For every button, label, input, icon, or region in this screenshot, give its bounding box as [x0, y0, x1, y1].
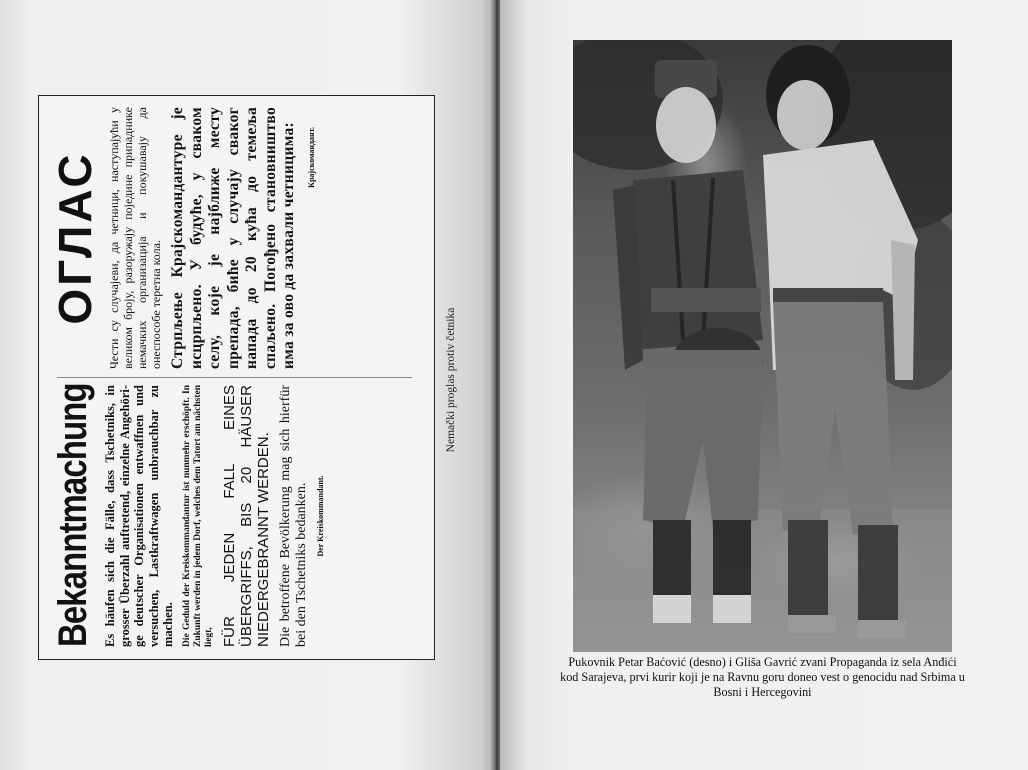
historical-photo	[573, 40, 952, 652]
photo-caption: Pukovnik Petar Baćović (desno) i Gliša Gavrić zvani Propaganda iz sela Anđići kod Sarajeva, prvi kurir koji je na Ravnu goru doneo vest o genocidu nad Srbima u Bosni i Hercegovini	[560, 655, 965, 699]
german-paragraph-1: Es häufen sich die Fälle, dass Tschetniks, in grosser Überzahl auftretend, einzelne Angehörige deutscher Organisationen entwaffnen und versuchen, Lastkraftwagen unbrauchbar zu machen.	[103, 385, 175, 647]
column-divider	[57, 377, 412, 378]
poster-rotated-content	[39, 96, 434, 659]
german-paragraph-2: Die Geduld der Kreiskommandantur ist nunmehr erschöpft. In Zukunft werden in jedem Dorf, welches dem Tatort am nächsten liegt,	[181, 385, 214, 647]
poster-frame	[38, 95, 435, 660]
left-page	[0, 0, 496, 770]
side-caption	[441, 290, 461, 470]
serbian-paragraph-2: Стрпљење Крајскомандантуре је исцрпљено. У будуће, у сваком селу, које је најближе месту препада, биће у случају сваког напада до 20 кућа до темеља спаљено. Погођено становништво има за ово да захвали четницима:	[169, 107, 297, 369]
serbian-title: ОГЛАС	[49, 151, 101, 325]
poster-serbian-column	[49, 107, 424, 369]
poster-german-column	[49, 385, 424, 647]
german-paragraph-3: FÜR JEDEN FALL EINES ÜBERGRIFFS, BIS 20 HÄUSER NIEDERGEBRANNT WERDEN.	[220, 385, 272, 647]
german-paragraph-4: Die betroffene Bevölkerung mag sich hierfür bei den Tschetniks bedanken.	[277, 385, 309, 647]
photo-illustration	[573, 40, 952, 652]
german-title: Bekanntmachung	[51, 383, 95, 647]
serbian-paragraph-1: Чести су случајеви, да четници, наступајући у великом броју, разоружају поједине припаднике немачких организација и покушавају да онеспособе теретна кола.	[107, 107, 163, 369]
german-signature: Der Kreiskommandant.	[315, 475, 325, 557]
side-caption-text: Nemački proglas protiv četnika	[445, 307, 457, 453]
serbian-signature: Крајскомандант.	[306, 127, 316, 188]
